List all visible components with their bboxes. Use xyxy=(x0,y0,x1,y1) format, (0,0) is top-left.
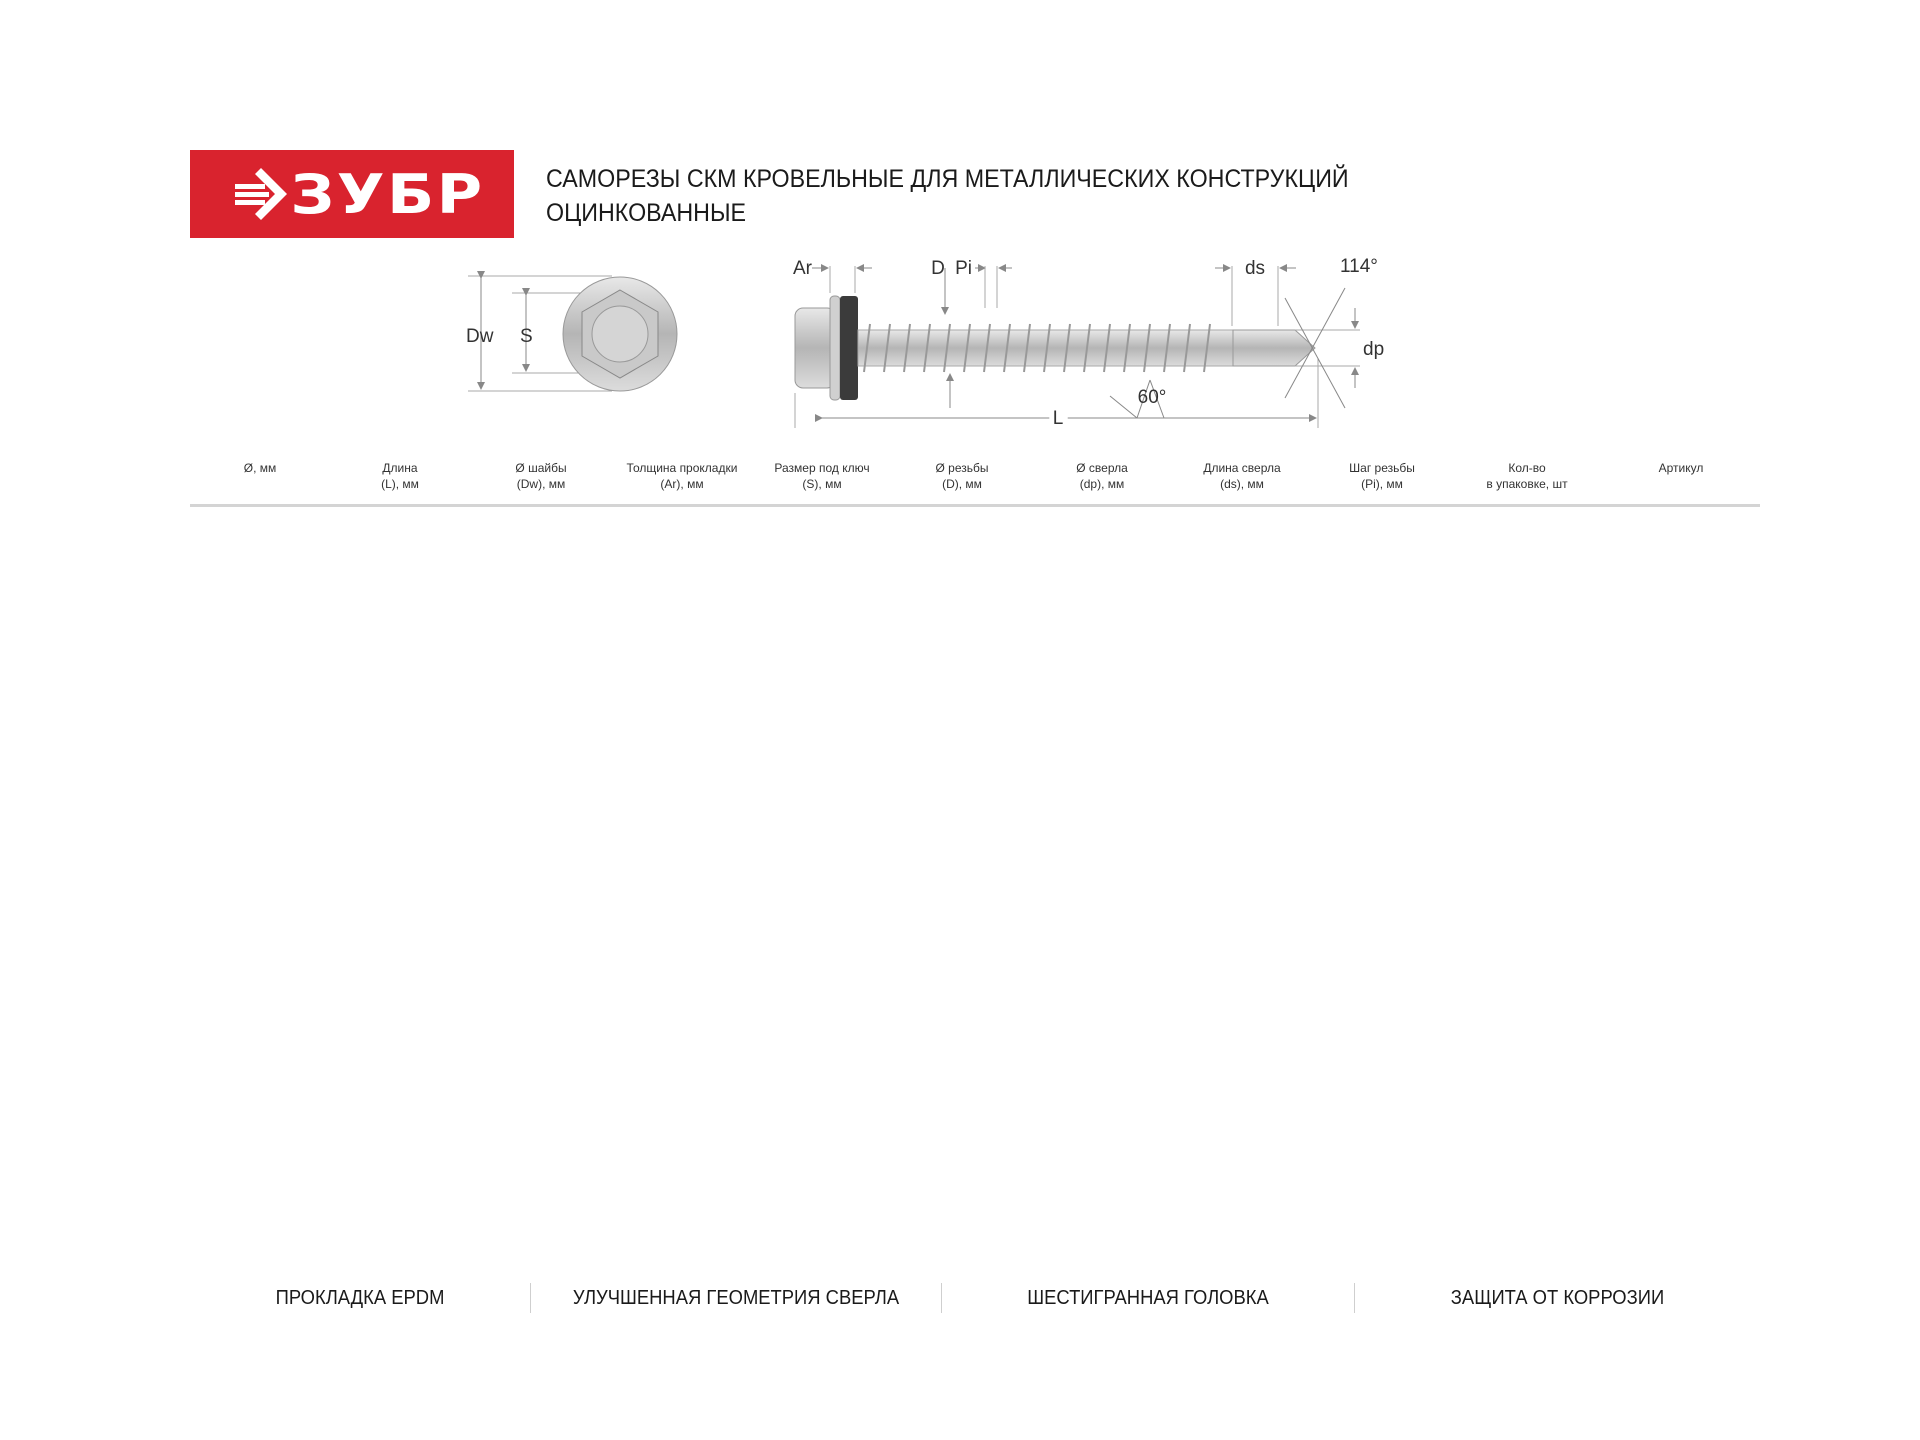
header-line-2: в упаковке, шт xyxy=(1486,477,1568,491)
angle-thread-label: 60° xyxy=(1137,387,1167,408)
ds-label: ds xyxy=(1244,258,1266,279)
dw-label: Dw xyxy=(466,326,494,347)
features-bar xyxy=(190,1282,1760,1314)
header-article xyxy=(1602,460,1760,506)
feature-corrosion: ЗАЩИТА ОТ КОРРОЗИИ xyxy=(1450,1286,1665,1309)
screw-side-view xyxy=(793,256,1384,429)
l-label: L xyxy=(1052,408,1064,429)
head-top-view xyxy=(466,276,677,391)
header-line-1: Ø сверла xyxy=(1076,461,1128,475)
header-pack-qty xyxy=(1452,460,1602,506)
header-line-1: Длина сверла xyxy=(1203,461,1281,475)
header-drill-length xyxy=(1172,460,1312,506)
feature-drill-geometry: УЛУЧШЕННАЯ ГЕОМЕТРИЯ СВЕРЛА xyxy=(572,1286,900,1309)
header-diameter xyxy=(190,460,330,506)
header-line-1: Длина xyxy=(382,461,418,475)
header-line-1: Размер под ключ xyxy=(774,461,870,475)
header-line-2: (D), мм xyxy=(942,477,982,491)
header-wrench-size xyxy=(752,460,892,506)
header-line-1: Артикул xyxy=(1658,461,1704,475)
screw-diagram xyxy=(460,248,1490,448)
header-drill-dia xyxy=(1032,460,1172,506)
page-title xyxy=(546,162,1349,230)
dp-label: dp xyxy=(1363,339,1385,360)
header-line-1: Кол-во xyxy=(1508,461,1546,475)
brand-name: ЗУБР xyxy=(289,162,485,226)
header-line-2: (Pi), мм xyxy=(1361,477,1403,491)
feature-hex-head: ШЕСТИГРАННАЯ ГОЛОВКА xyxy=(1027,1286,1269,1309)
table-header-row xyxy=(190,460,1760,506)
header-length xyxy=(330,460,470,506)
feature-divider xyxy=(1354,1283,1355,1313)
s-label: S xyxy=(520,326,533,347)
header-line-2: (Dw), мм xyxy=(516,477,566,491)
brand-logo xyxy=(190,150,514,238)
feature-divider xyxy=(530,1283,531,1313)
header-line-2: (L), мм xyxy=(381,477,419,491)
header-line-2: (ds), мм xyxy=(1220,477,1264,491)
ar-label: Ar xyxy=(793,258,812,279)
header-line-1: Ø резьбы xyxy=(935,461,989,475)
pi-label: Pi xyxy=(955,258,972,279)
header-thread-pitch xyxy=(1312,460,1452,506)
header-thread-dia xyxy=(892,460,1032,506)
feature-epdm: ПРОКЛАДКА EPDM xyxy=(275,1286,445,1309)
feature-divider xyxy=(941,1283,942,1313)
bison-arrow-icon xyxy=(233,166,289,222)
angle-tip-label: 114° xyxy=(1340,256,1378,277)
header-line-2: (Ar), мм xyxy=(660,477,704,491)
header-gasket-thickness xyxy=(612,460,752,506)
header-line-1: Шаг резьбы xyxy=(1349,461,1415,475)
spec-table xyxy=(190,460,1760,507)
title-line-2: ОЦИНКОВАННЫЕ xyxy=(546,199,747,227)
header-washer-dia xyxy=(470,460,612,506)
header-line-2: (dp), мм xyxy=(1079,477,1125,491)
header-line-2: (S), мм xyxy=(802,477,842,491)
d-label: D xyxy=(931,258,945,279)
title-line-1: САМОРЕЗЫ СКМ КРОВЕЛЬНЫЕ ДЛЯ МЕТАЛЛИЧЕСКИХ КОНСТРУКЦИЙ xyxy=(546,165,1349,193)
header-line-1: Ø шайбы xyxy=(515,461,567,475)
header-line-1: Толщина прокладки xyxy=(626,461,738,475)
header-line-1: Ø, мм xyxy=(243,461,277,475)
